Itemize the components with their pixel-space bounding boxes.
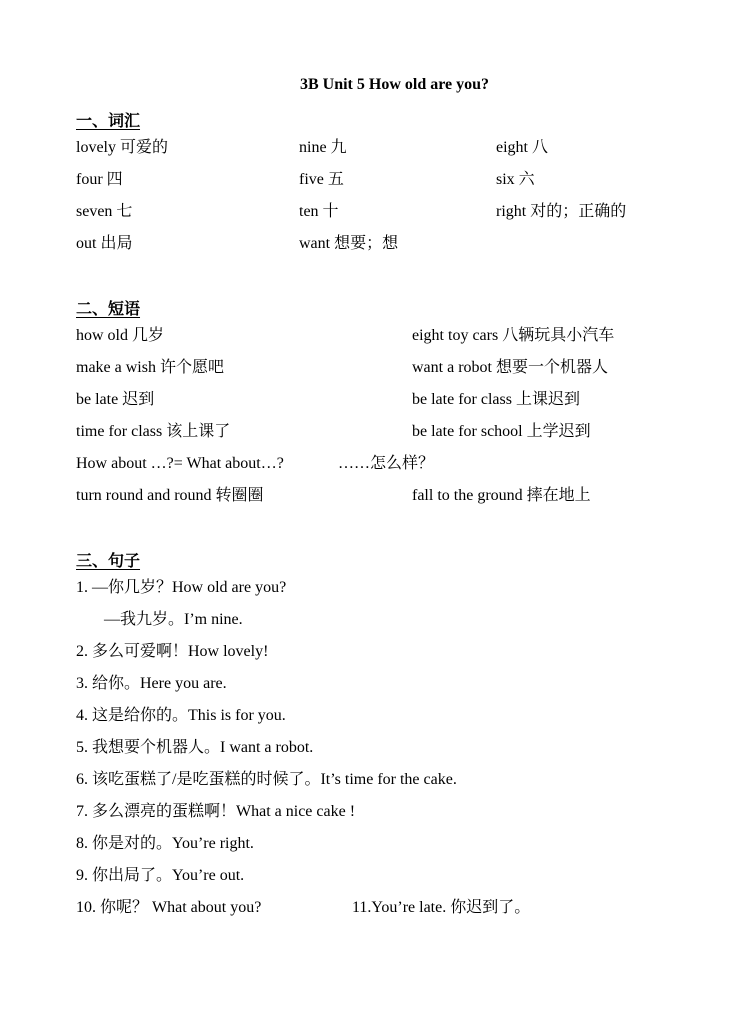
sentence-line: 10. 你呢？ What about you? [76,899,262,916]
sentence-line: 4. 这是给你的。This is for you. [76,707,286,724]
phrase-item: be late for class 上课迟到 [412,391,580,408]
sentence-line: 7. 多么漂亮的蛋糕啊！What a nice cake ! [76,803,356,820]
phrase-item: time for class 该上课了 [76,423,231,440]
sentence-line: 5. 我想要个机器人。I want a robot. [76,739,314,756]
vocab-item: four 四 [76,171,123,188]
phrase-item: How about …?= What about…? [76,455,284,472]
sentence-line: 9. 你出局了。You’re out. [76,867,245,884]
sentences-heading: 三、句子 [76,553,141,570]
sentence-line: 1. —你几岁？How old are you? [76,579,287,596]
vocab-item: nine 九 [299,139,347,156]
phrase-item: be late for school 上学迟到 [412,423,591,440]
phrase-item: ……怎么样？ [338,455,435,472]
sentence-line: —我九岁。I’m nine. [104,611,243,628]
sentence-line: 8. 你是对的。You’re right. [76,835,254,852]
vocab-item: five 五 [299,171,344,188]
sentence-line: 2. 多么可爱啊！How lovely! [76,643,269,660]
vocab-item: ten 十 [299,203,339,220]
vocab-item: want 想要；想 [299,235,399,252]
phrase-item: fall to the ground 摔在地上 [412,487,591,504]
sentence-line: 3. 给你。Here you are. [76,675,227,692]
vocab-heading: 一、词汇 [76,113,141,130]
vocab-item: six 六 [496,171,535,188]
vocab-item: eight 八 [496,139,548,156]
vocab-item: right 对的；正确的 [496,203,627,220]
phrase-item: make a wish 许个愿吧 [76,359,224,376]
phrase-item: be late 迟到 [76,391,155,408]
vocab-item: seven 七 [76,203,133,220]
phrase-item: want a robot 想要一个机器人 [412,359,608,376]
sentence-line: 6. 该吃蛋糕了/是吃蛋糕的时候了。It’s time for the cake. [76,771,457,788]
page-title: 3B Unit 5 How old are you? [299,76,490,93]
phrase-item: turn round and round 转圈圈 [76,487,264,504]
vocab-item: lovely 可爱的 [76,139,168,156]
sentence-line: 11.You’re late. 你迟到了。 [352,899,531,916]
vocab-item: out 出局 [76,235,133,252]
phrase-item: how old 几岁 [76,327,165,344]
phrase-item: eight toy cars 八辆玩具小汽车 [412,327,615,344]
phrases-heading: 二、短语 [76,301,141,318]
